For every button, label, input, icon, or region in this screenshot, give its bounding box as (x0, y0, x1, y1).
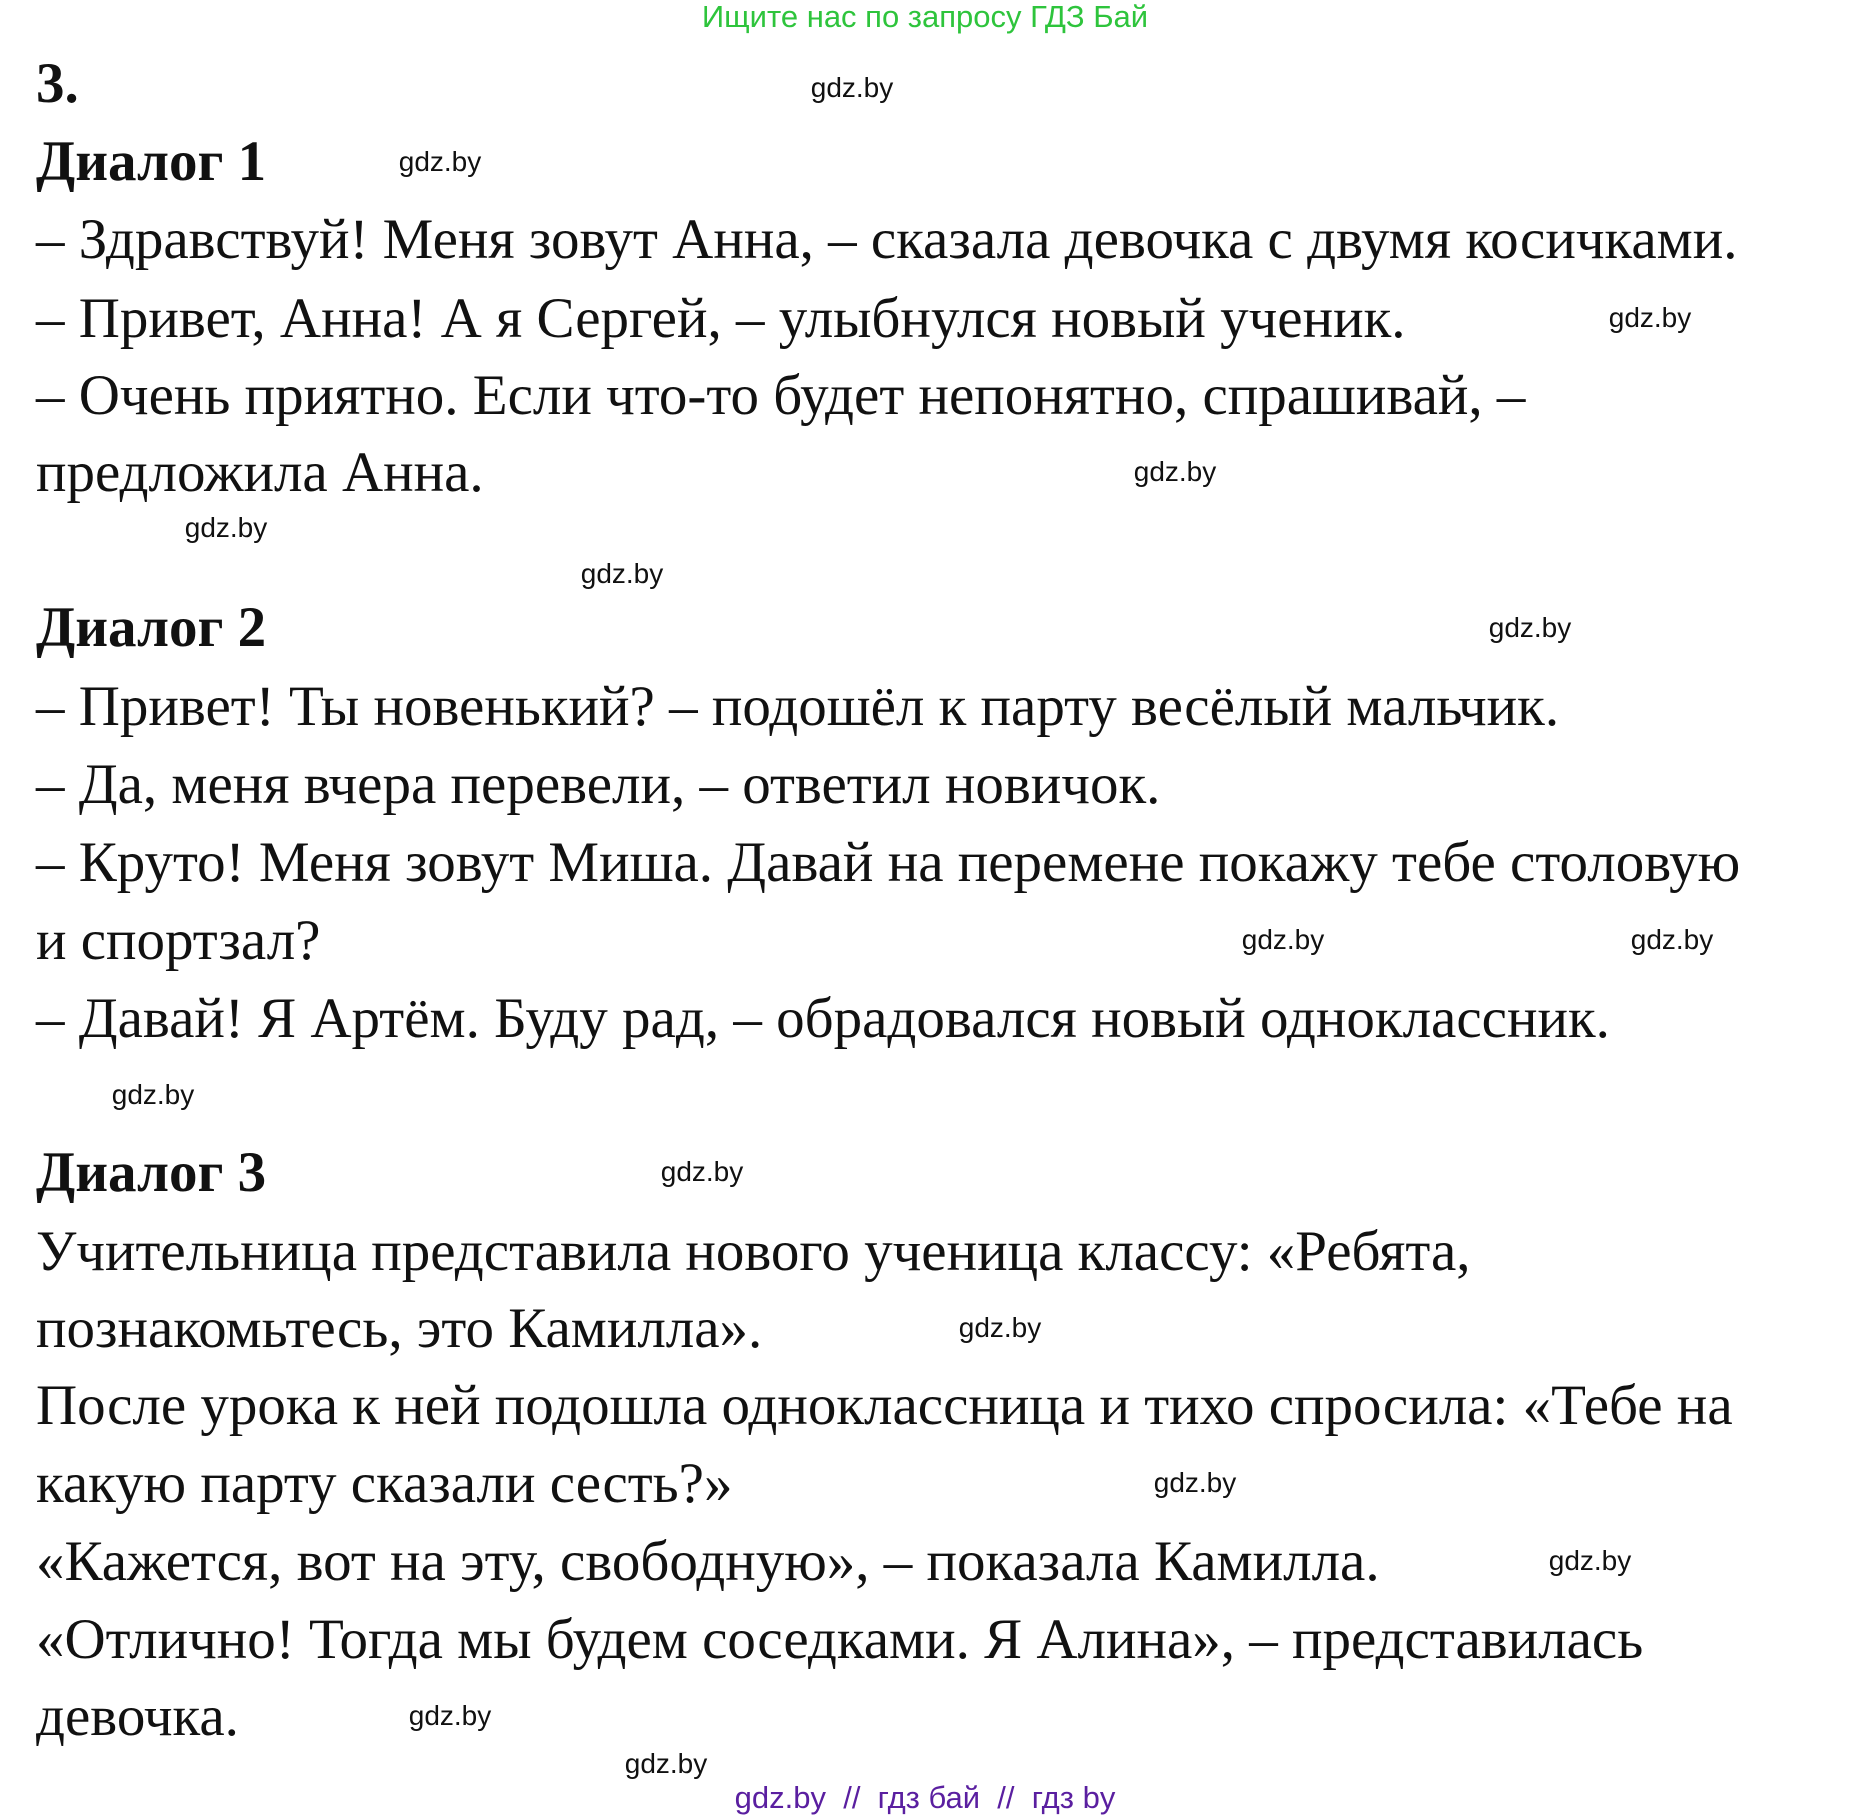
watermark: gdz.by (958, 1312, 1042, 1343)
watermark: gdz.by (1133, 456, 1217, 487)
dialog-line: – Давай! Я Артём. Буду рад, – обрадовался новый одноклассник. (36, 987, 1610, 1050)
dialog-line: «Кажется, вот на эту, свободную», – показала Камилла. (36, 1530, 1380, 1593)
dialog-line: девочка. (36, 1685, 239, 1748)
watermark: gdz.by (111, 1079, 195, 1110)
search-banner: Ищите нас по запросу ГДЗ Бай (701, 0, 1149, 34)
watermark: gdz.by (580, 558, 664, 589)
dialog-1-title: Диалог 1 (36, 130, 267, 193)
dialog-line: предложила Анна. (36, 441, 484, 504)
dialog-line: и спортзал? (36, 909, 321, 972)
watermark: gdz.by (1608, 302, 1692, 333)
dialog-line: какую парту сказали сесть?» (36, 1452, 733, 1515)
dialog-2-title: Диалог 2 (36, 596, 267, 659)
dialog-line: – Привет! Ты новенький? – подошёл к парту весёлый мальчик. (36, 675, 1560, 738)
watermark: gdz.by (660, 1156, 744, 1187)
footer-links: gdz.by // гдз бай // гдз by (734, 1780, 1116, 1815)
watermark: gdz.by (408, 1700, 492, 1731)
dialog-line: «Отлично! Тогда мы будем соседками. Я Алина», – представилась (36, 1608, 1644, 1671)
dialog-line: – Здравствуй! Меня зовут Анна, – сказала девочка с двумя косичками. (36, 208, 1738, 271)
dialog-line: – Привет, Анна! А я Сергей, – улыбнулся новый ученик. (36, 287, 1406, 350)
watermark: gdz.by (1488, 612, 1572, 643)
watermark: gdz.by (810, 72, 894, 103)
watermark: gdz.by (624, 1748, 708, 1779)
dialog-line: – Круто! Меня зовут Миша. Давай на перемене покажу тебе столовую (36, 831, 1741, 894)
dialog-line: – Да, меня вчера перевели, – ответил новичок. (36, 753, 1161, 816)
watermark: gdz.by (398, 146, 482, 177)
dialog-line: После урока к ней подошла одноклассница и тихо спросила: «Тебе на (36, 1374, 1733, 1437)
dialog-3-title: Диалог 3 (36, 1141, 267, 1204)
watermark: gdz.by (1153, 1467, 1237, 1498)
dialog-line: познакомьтесь, это Камилла». (36, 1297, 763, 1360)
watermark: gdz.by (184, 512, 268, 543)
task-number: 3. (36, 52, 79, 115)
dialog-line: Учительница представила нового ученица классу: «Ребята, (36, 1220, 1471, 1283)
watermark: gdz.by (1548, 1545, 1632, 1576)
watermark: gdz.by (1241, 924, 1325, 955)
dialog-line: – Очень приятно. Если что-то будет непонятно, спрашивай, – (36, 364, 1526, 427)
watermark: gdz.by (1630, 924, 1714, 955)
